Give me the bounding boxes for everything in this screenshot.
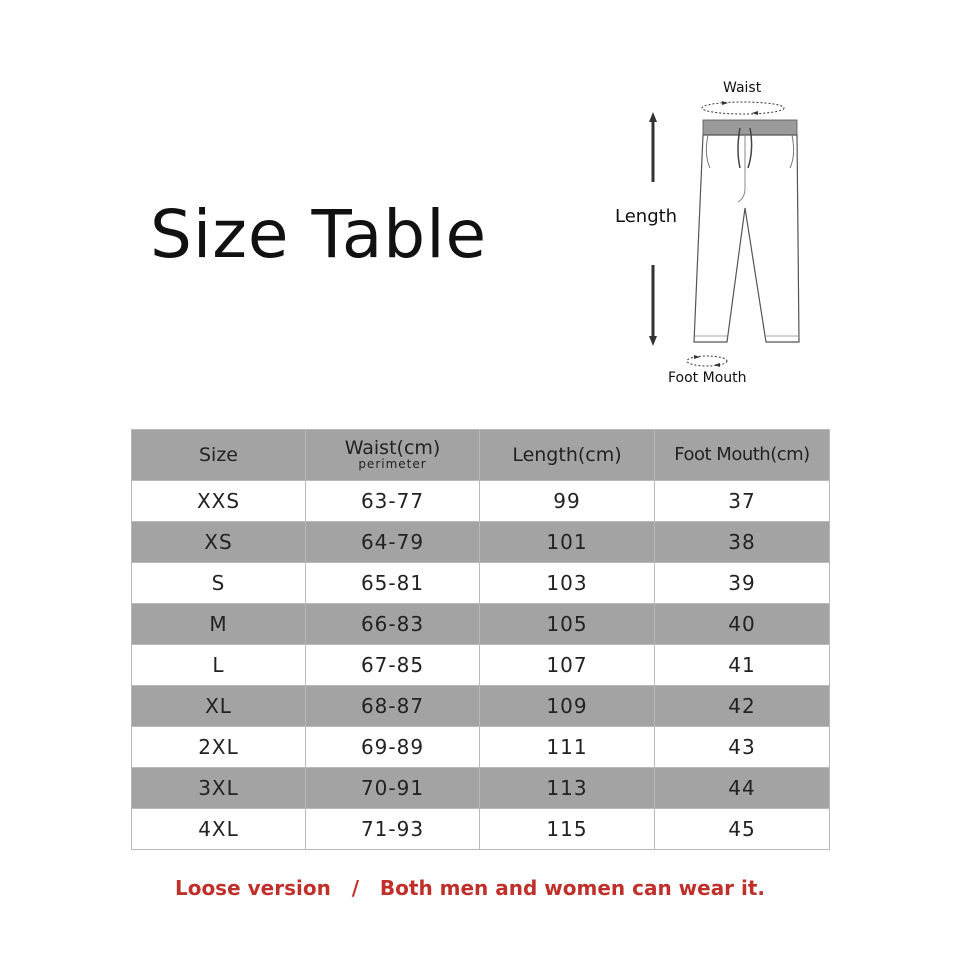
- cell-foot: 41: [655, 645, 830, 686]
- table-row: [132, 563, 830, 604]
- cell-length: 113: [480, 768, 655, 809]
- cell-waist: 71-93: [306, 809, 480, 850]
- table-row: [132, 768, 830, 809]
- page-title: Size Table: [150, 196, 488, 273]
- pants-diagram: [600, 70, 840, 400]
- waist-label: Waist: [723, 80, 762, 96]
- cell-size: 2XL: [132, 727, 306, 768]
- header-length: Length(cm): [480, 430, 655, 481]
- foot-mouth-arrow-icon: [687, 356, 727, 366]
- length-label: Length: [615, 206, 678, 227]
- table-row: [132, 809, 830, 850]
- fit-note: [0, 876, 940, 900]
- header-size: Size: [132, 430, 306, 481]
- pants-icon: [694, 120, 799, 342]
- cell-foot: 38: [655, 522, 830, 563]
- table-row: [132, 604, 830, 645]
- cell-length: 115: [480, 809, 655, 850]
- note-right: Both men and women can wear it.: [379, 876, 766, 900]
- cell-foot: 44: [655, 768, 830, 809]
- cell-waist: 63-77: [306, 481, 480, 522]
- cell-size: L: [132, 645, 306, 686]
- table-row: [132, 645, 830, 686]
- table-row: [132, 686, 830, 727]
- cell-size: 3XL: [132, 768, 306, 809]
- header-waist-sub: perimeter: [358, 457, 427, 472]
- table-header-row: [132, 430, 830, 481]
- cell-waist: 66-83: [306, 604, 480, 645]
- cell-foot: 45: [655, 809, 830, 850]
- cell-size: XL: [132, 686, 306, 727]
- waist-arrow-icon: [702, 102, 784, 114]
- cell-foot: 42: [655, 686, 830, 727]
- cell-waist: 64-79: [306, 522, 480, 563]
- cell-length: 101: [480, 522, 655, 563]
- cell-size: S: [132, 563, 306, 604]
- cell-waist: 68-87: [306, 686, 480, 727]
- cell-length: 107: [480, 645, 655, 686]
- note-separator: /: [351, 876, 360, 900]
- foot-mouth-label: Foot Mouth: [668, 370, 747, 386]
- cell-waist: 69-89: [306, 727, 480, 768]
- cell-foot: 43: [655, 727, 830, 768]
- cell-size: 4XL: [132, 809, 306, 850]
- cell-length: 111: [480, 727, 655, 768]
- size-table: [131, 429, 830, 850]
- cell-length: 105: [480, 604, 655, 645]
- cell-length: 99: [480, 481, 655, 522]
- cell-size: XXS: [132, 481, 306, 522]
- cell-length: 103: [480, 563, 655, 604]
- table-row: [132, 522, 830, 563]
- note-left: Loose version: [174, 876, 331, 900]
- table-row: [132, 481, 830, 522]
- cell-length: 109: [480, 686, 655, 727]
- cell-foot: 39: [655, 563, 830, 604]
- cell-waist: 65-81: [306, 563, 480, 604]
- cell-size: XS: [132, 522, 306, 563]
- cell-foot: 40: [655, 604, 830, 645]
- cell-waist: 67-85: [306, 645, 480, 686]
- length-arrow-icon: [649, 112, 657, 346]
- pants-illustration: [600, 70, 840, 400]
- cell-waist: 70-91: [306, 768, 480, 809]
- cell-foot: 37: [655, 481, 830, 522]
- header-foot-mouth: Foot Mouth(cm): [655, 430, 830, 481]
- header-waist: Waist(cm) perimeter: [306, 430, 480, 481]
- cell-size: M: [132, 604, 306, 645]
- table-row: [132, 727, 830, 768]
